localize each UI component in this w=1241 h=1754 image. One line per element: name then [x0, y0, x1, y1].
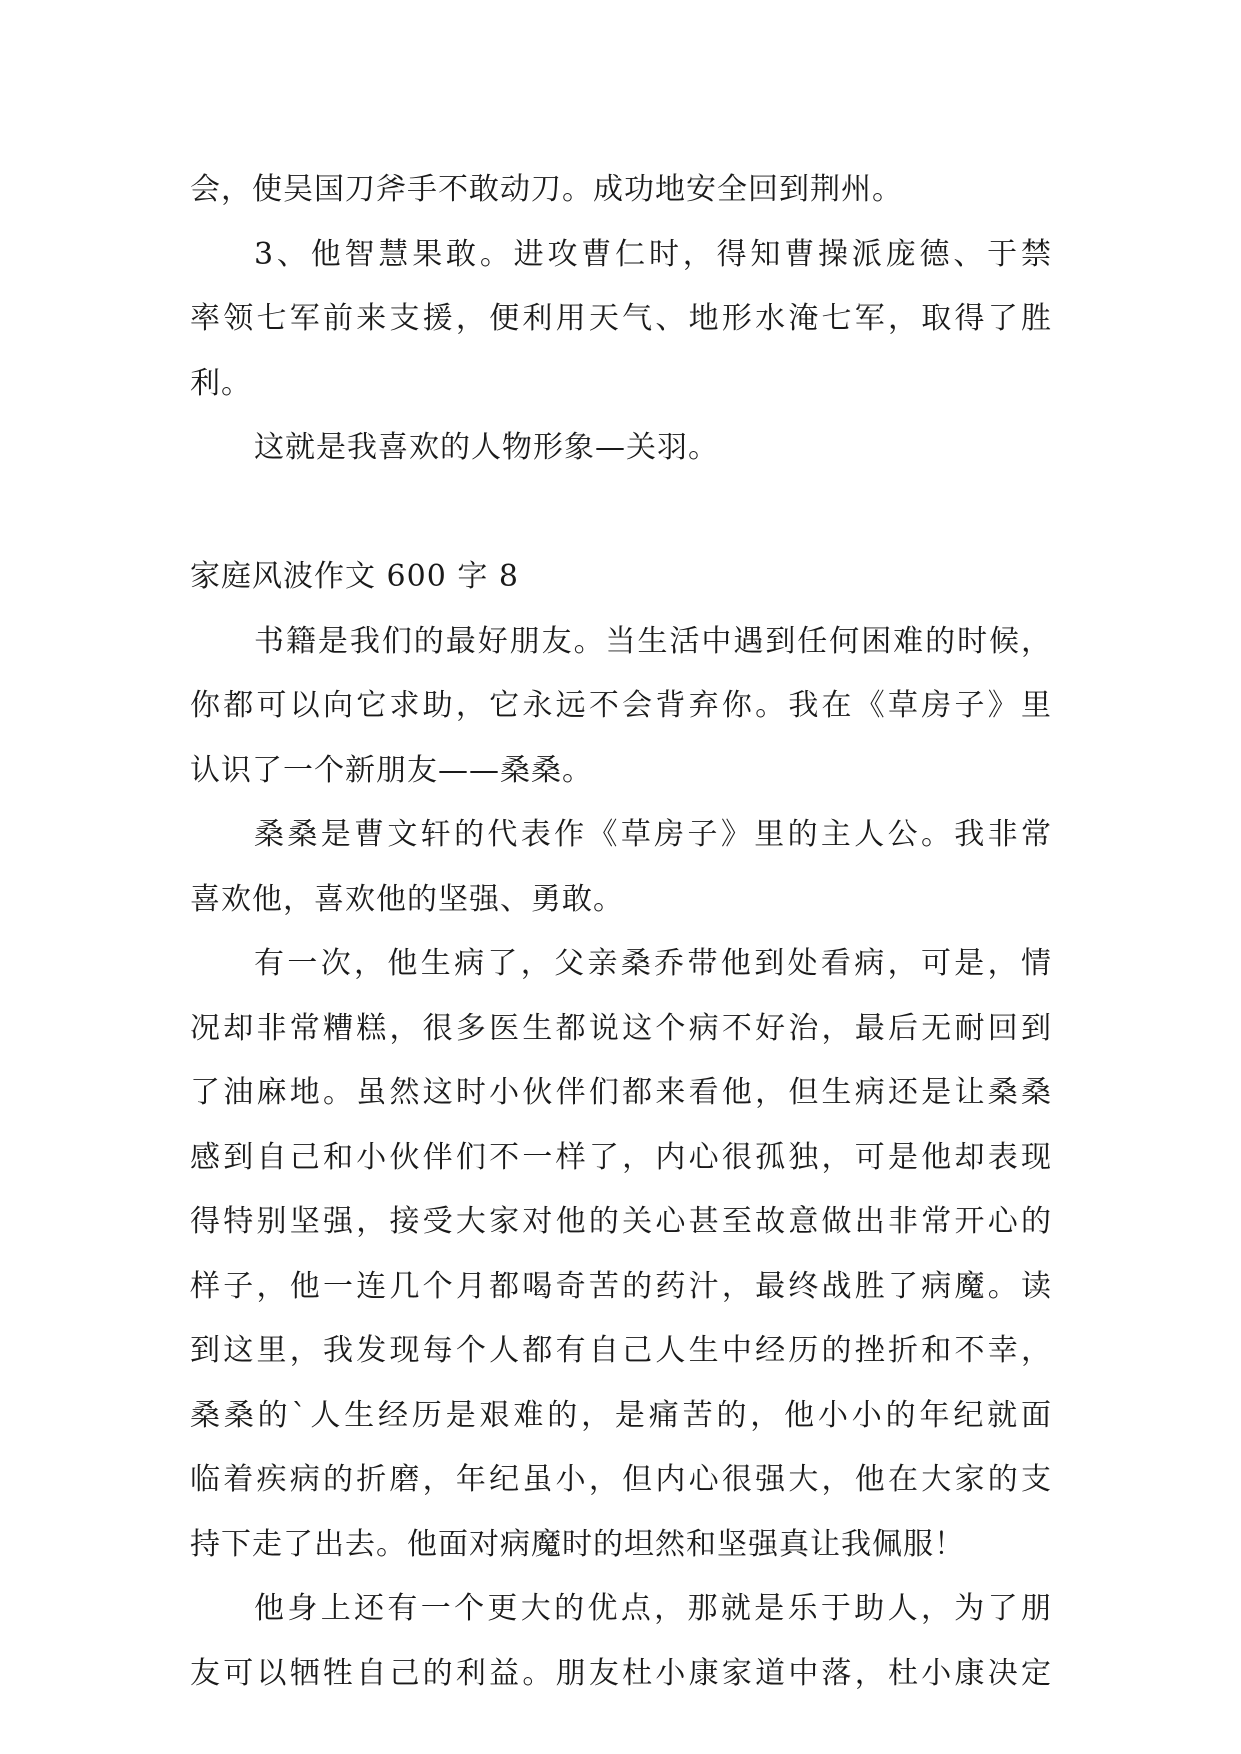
text-line: 这就是我喜欢的人物形象—关羽。 [254, 430, 719, 465]
text-line: 样子，他一连几个月都喝奇苦的药汁，最终战胜了病魔。读 [190, 1268, 1052, 1304]
text-line: 得特别坚强，接受大家对他的关心甚至故意做出非常开心的 [190, 1204, 1052, 1239]
text-line: 了油麻地。虽然这时小伙伴们都来看他，但生病还是让桑桑 [190, 1075, 1052, 1110]
text-line: 你都可以向它求助，它永远不会背弃你。我在《草房子》里 [190, 688, 1052, 723]
text-line: 到这里，我发现每个人都有自己人生中经历的挫折和不幸， [190, 1333, 1052, 1368]
document-body [190, 158, 1052, 1706]
text-line: 喜欢他，喜欢他的坚强、勇敢。 [190, 881, 624, 917]
text-line: 会，使吴国刀斧手不敢动刀。成功地安全回到荆州。 [190, 172, 903, 207]
text-line: 友可以牺牲自己的利益。朋友杜小康家道中落，杜小康决定 [190, 1655, 1052, 1691]
text-line: 有一次，他生病了，父亲桑乔带他到处看病，可是，情 [254, 946, 1052, 981]
paragraph-gap [190, 481, 1052, 546]
text-line: 他身上还有一个更大的优点，那就是乐于助人，为了朋 [254, 1591, 1052, 1626]
text-line: 认识了一个新朋友——桑桑。 [190, 752, 593, 788]
text-line: 持下走了出去。他面对病魔时的坦然和坚强真让我佩服！ [190, 1526, 965, 1562]
text-line: 临着疾病的折磨，年纪虽小，但内心很强大，他在大家的支 [190, 1462, 1052, 1497]
text-line: 书籍是我们的最好朋友。当生活中遇到任何困难的时候， [254, 623, 1052, 659]
text-line: 桑桑的`人生经历是艰难的，是痛苦的，他小小的年纪就面 [190, 1397, 1052, 1433]
text-line: 利。 [190, 365, 252, 401]
text-line: 率领七军前来支援，便利用天气、地形水淹七军，取得了胜 [190, 301, 1052, 336]
text-line: 况却非常糟糕，很多医生都说这个病不好治，最后无耐回到 [190, 1010, 1052, 1046]
text-line: 感到自己和小伙伴们不一样了，内心很孤独，可是他却表现 [190, 1139, 1052, 1175]
section-title: 家庭风波作文 600 字 8 [190, 559, 519, 594]
text-line: 桑桑是曹文轩的代表作《草房子》里的主人公。我非常 [254, 817, 1052, 852]
text-line: 3、他智慧果敢。进攻曹仁时，得知曹操派庞德、于禁 [254, 236, 1052, 272]
